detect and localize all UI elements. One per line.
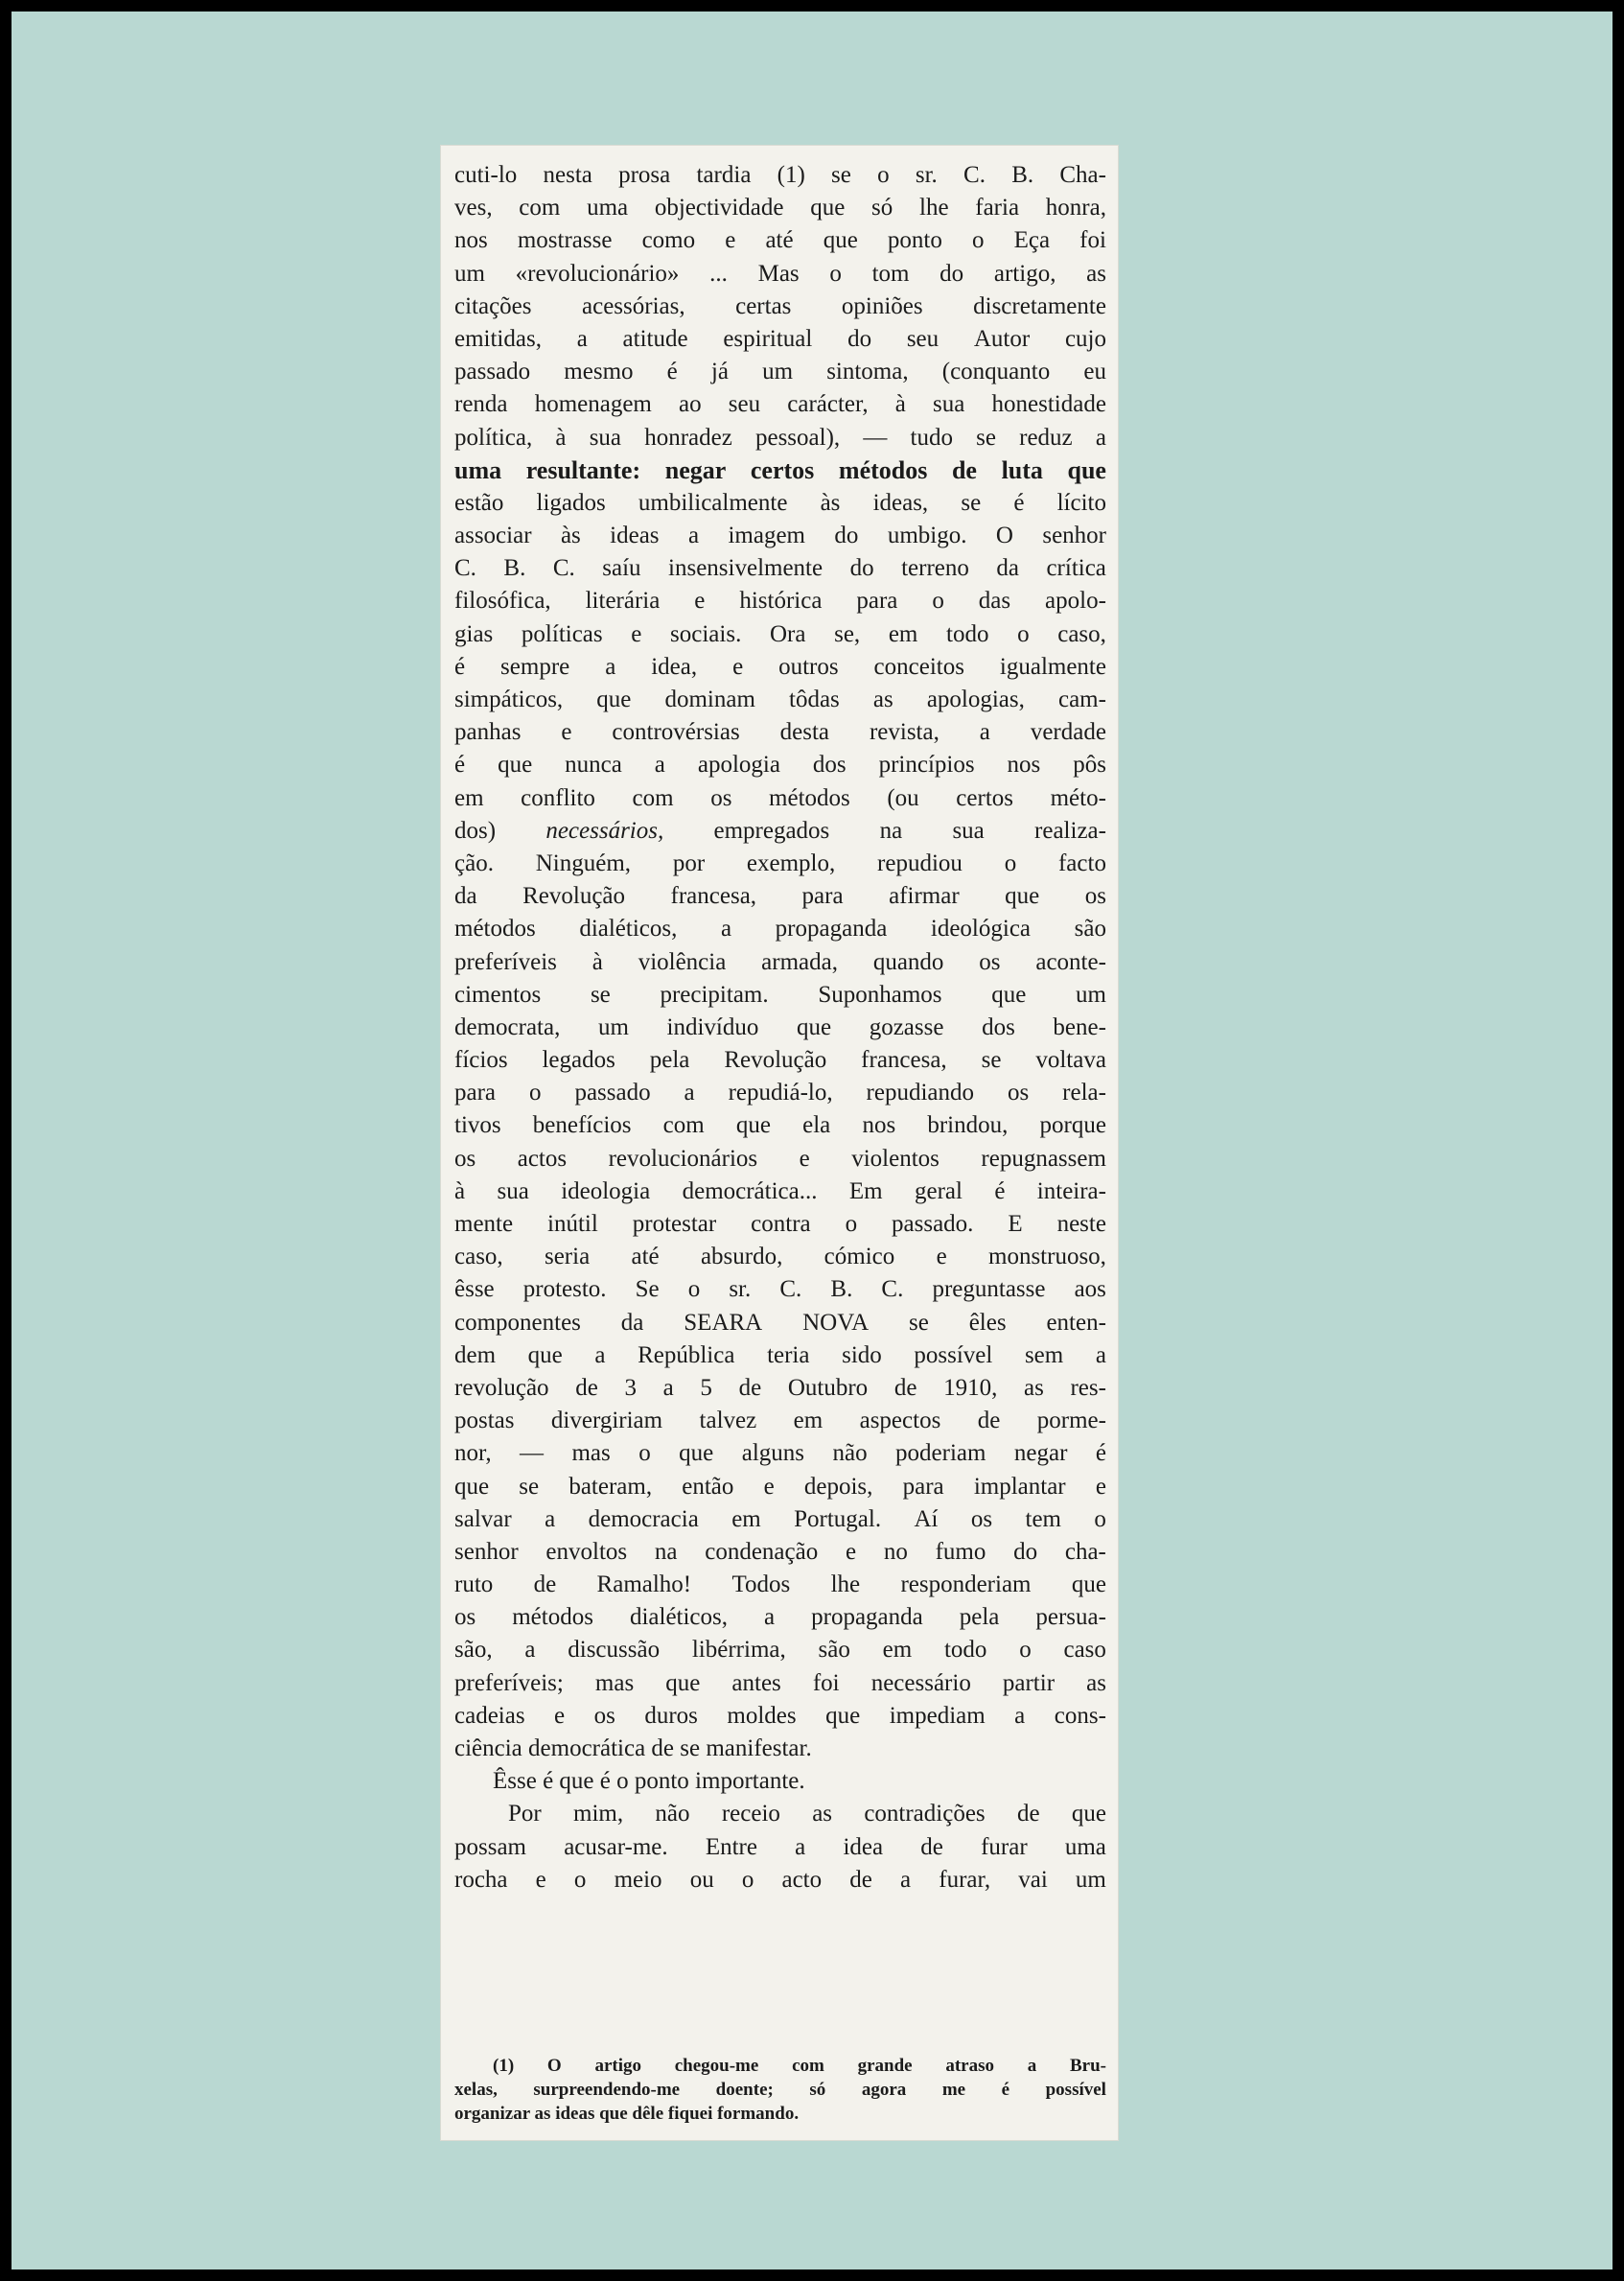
- article-line: ciência democrática de se manifestar.: [454, 1735, 812, 1761]
- article-line: os métodos dialéticos, a propaganda pela persua-: [454, 1604, 1106, 1631]
- article-line: salvar a democracia em Portugal. Aí os tem o: [454, 1505, 1106, 1532]
- newspaper-clipping: [441, 146, 1118, 2140]
- article-line: à sua ideologia democrática... Em geral é inteira-: [454, 1177, 1106, 1204]
- article-line: cimentos se precipitam. Suponhamos que um: [454, 981, 1106, 1008]
- article-column: [454, 159, 1106, 1897]
- article-line: filosófica, literária e histórica para o das apolo-: [454, 588, 1106, 615]
- article-line: possam acusar-me. Entre a idea de furar uma: [454, 1833, 1106, 1860]
- article-line: ção. Ninguém, por exemplo, repudiou o facto: [454, 850, 1106, 876]
- article-line: cuti-lo nesta prosa tardia (1) se o sr. C. B. Cha-: [454, 162, 1106, 188]
- article-line: é sempre a idea, e outros conceitos igualmente: [454, 653, 1106, 680]
- article-line: política, à sua honradez pessoal), — tudo se reduz a: [454, 424, 1106, 451]
- article-line: para o passado a repudiá-lo, repudiando os rela-: [454, 1080, 1106, 1106]
- article-line: fícios legados pela Revolução francesa, se voltava: [454, 1047, 1106, 1074]
- article-line: senhor envoltos na condenação e no fumo do cha-: [454, 1538, 1106, 1565]
- article-line: ruto de Ramalho! Todos lhe responderiam que: [454, 1571, 1106, 1598]
- article-line: nor, — mas o que alguns não poderiam negar é: [454, 1440, 1106, 1467]
- article-line: revolução de 3 a 5 de Outubro de 1910, as res-: [454, 1374, 1106, 1401]
- article-line: preferíveis; mas que antes foi necessário partir as: [454, 1669, 1106, 1696]
- article-line: associar às ideas a imagem do umbigo. O senhor: [454, 523, 1106, 549]
- article-line: cadeias e os duros moldes que impediam a cons-: [454, 1702, 1106, 1729]
- article-line: Êsse é que é o ponto importante.: [493, 1768, 805, 1795]
- article-line: citações acessórias, certas opiniões discretamente: [454, 292, 1106, 319]
- article-line: métodos dialéticos, a propaganda ideológica são: [454, 916, 1106, 943]
- article-line: preferíveis à violência armada, quando os aconte-: [454, 948, 1106, 975]
- article-line: renda homenagem ao seu carácter, à sua honestidade: [454, 391, 1106, 418]
- article-line: um «revolucionário» ... Mas o tom do artigo, as: [454, 260, 1106, 287]
- article-line: rocha e o meio ou o acto de a furar, vai um: [454, 1866, 1106, 1893]
- article-line: êsse protesto. Se o sr. C. B. C. preguntasse aos: [454, 1276, 1106, 1303]
- article-line: caso, seria até absurdo, cómico e monstruoso,: [454, 1244, 1106, 1270]
- article-line: simpáticos, que dominam tôdas as apologias, cam-: [454, 687, 1106, 712]
- article-line: nos mostrasse como e até que ponto o Eça foi: [454, 227, 1106, 254]
- page-background: [12, 12, 1612, 2269]
- article-line: mente inútil protestar contra o passado. E neste: [454, 1211, 1106, 1237]
- article-line: que se bateram, então e depois, para implantar e: [454, 1473, 1106, 1500]
- article-line: panhas e controvérsias desta revista, a verdade: [454, 719, 1106, 746]
- article-line: democrata, um indivíduo que gozasse dos bene-: [454, 1013, 1106, 1040]
- article-line: estão ligados umbilicalmente às ideas, se é lícito: [454, 489, 1106, 516]
- article-line: emitidas, a atitude espiritual do seu Autor cujo: [454, 325, 1106, 352]
- footnote-line: organizar as ideas que dêle fiquei formando.: [454, 2104, 800, 2124]
- article-line: é que nunca a apologia dos princípios nos pôs: [454, 752, 1106, 779]
- article-line: gias políticas e sociais. Ora se, em todo o caso,: [454, 620, 1106, 647]
- article-line: C. B. C. saíu insensivelmente do terreno da crítica: [454, 555, 1106, 582]
- article-line: passado mesmo é já um sintoma, (conquanto eu: [454, 359, 1106, 385]
- article-line: da Revolução francesa, para afirmar que os: [454, 883, 1106, 910]
- article-line: os actos revolucionários e violentos repugnassem: [454, 1145, 1106, 1172]
- article-line: em conflito com os métodos (ou certos méto-: [454, 784, 1106, 811]
- article-line: dem que a República teria sido possível sem a: [454, 1341, 1106, 1368]
- footnote-line: (1) O artigo chegou-me com grande atraso a Bru-: [493, 2056, 1106, 2076]
- article-line: ves, com uma objectividade que só lhe faria honra,: [454, 195, 1106, 221]
- article-line: componentes da SEARA NOVA se êles enten-: [454, 1309, 1106, 1336]
- article-line: uma resultante: negar certos métodos de luta que: [454, 455, 1106, 484]
- footnote-line: xelas, surpreendendo-me doente; só agora me é possível: [454, 2080, 1106, 2100]
- article-line: dos) necessários, empregados na sua realiza-: [454, 817, 1106, 844]
- article-line: Por mim, não receio as contradições de que: [508, 1801, 1106, 1827]
- article-line: tivos benefícios com que ela nos brindou, porque: [454, 1112, 1106, 1139]
- footnote: [454, 2054, 1106, 2126]
- article-line: são, a discussão libérrima, são em todo o caso: [454, 1637, 1106, 1664]
- article-line: postas divergiriam talvez em aspectos de pormе-: [454, 1408, 1106, 1434]
